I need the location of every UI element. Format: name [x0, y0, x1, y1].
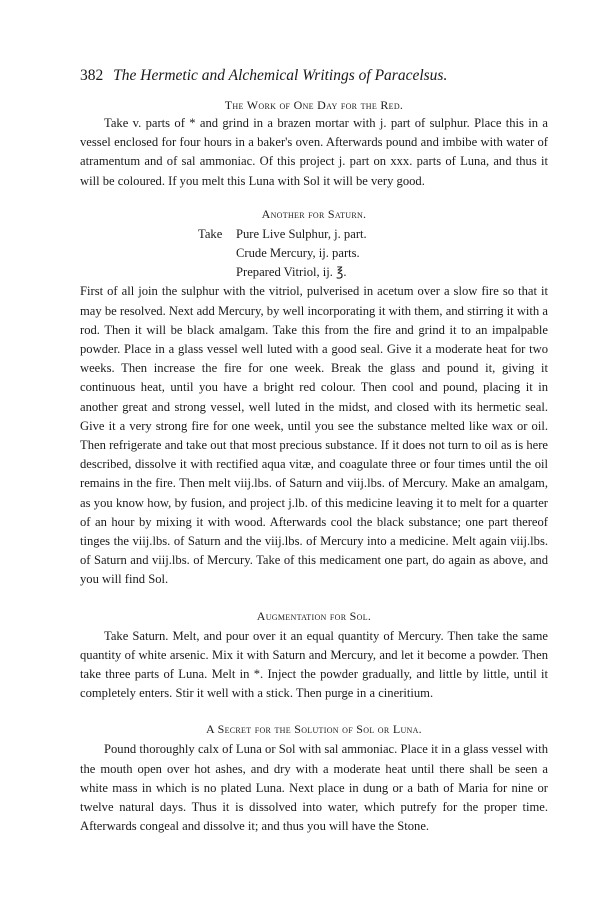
section-heading-sol: Augmentation for Sol. [256, 608, 372, 623]
section-text-red: Take v. parts of * and grind in a brazen mortar with j. part of sulphur. Place this in a vessel enclosed for four hours in a baker's oven. Afterwards pound and imbibe with water of atramentum and of sal ammoniac. Of this project j. part on xxx. parts of Luna, and thus it will be coloured. If you melt this Luna with Sol it will be very good. [80, 116, 548, 188]
book-page [80, 66, 548, 837]
section-heading-red: The Work of One Day for the Red. [224, 98, 404, 112]
recipe-list [198, 225, 548, 283]
recipe-item: Prepared Vitriol, ij. ℥. [236, 265, 347, 280]
recipe-row [198, 263, 548, 282]
recipe-item: Pure Live Sulphur, j. part. [236, 226, 367, 241]
section-text-secret: Pound thoroughly calx of Luna or Sol with sal ammoniac. Place it in a glass vessel with the mouth open over hot ashes, and dry with a moderate heat until there shall be seen a white mass in which is no plated Luna. Next place in dung or a bath of Maria for nine or twelve natural days. Thus it is dissolved into water, which putrefy for the proper time. Afterwards congeal and dissolve it; and thus you will have the Stone. [80, 742, 548, 834]
running-title: The Hermetic and Alchemical Writings of Paracelsus. [113, 67, 448, 84]
section-text-saturn: First of all join the sulphur with the vitriol, pulverised in acetum over a slow fire so that it may be resolved. Next add Mercury, by well incorporating it with them, and stirring it with a rod. Then it will be black amalgam. Take this from the fire and grind it to an impalpable powder. Place in a glass vessel well luted with a good seal. Give it a moderate heat for two weeks. Then increase the fire for one week. Break the glass and pound it, giving it continuous heat, until you have a bright red colour. Then cool and pound, placing it in another great and strong vessel, well luted in the midst, and closed with its hermetic seal. Give it a very strong fire for one week, until you see the substance melted like wax or oil. Then refrigerate and take out that most precious substance. If it does not turn to oil as is here described, dissolve it with rectified aqua vitæ, and coagulate three or four times until the oil remains in the fire. Then melt viij.lbs. of Saturn and viij.lbs. of Mercury. Make an amalgam, as you know how, by fusion, and project j.lb. of this medicine leaving it to melt for a quarter of an hour by mixing it with wood. Afterwards cool the black substance; one part thereof tinges the viij.lbs. of Saturn and the viij.lbs. of Mercury into a medicine. Melt again viij.lbs. of Saturn and viij.lbs. of Mercury. Take of this medicament one part, do again as above, and you will find Sol. [80, 284, 548, 587]
recipe-item: Crude Mercury, ij. parts. [236, 246, 360, 261]
recipe-row [198, 225, 548, 244]
recipe-take-word: Take [198, 226, 223, 241]
recipe-row [198, 244, 548, 263]
section-heading-saturn: Another for Saturn. [261, 206, 367, 221]
running-head [80, 66, 548, 86]
section-heading-secret: A Secret for the Solution of Sol or Luna. [206, 722, 422, 737]
page-number: 382 [80, 67, 104, 84]
section-text-sol: Take Saturn. Melt, and pour over it an equal quantity of Mercury. Then take the same quantity of white arsenic. Mix it with Saturn and Mercury, and let it become a powder. Then take three parts of Luna. Melt in *. Inject the powder gradually, and little by little, until it completely enters. Stir it well with a stick. Then purge in a cineritium. [80, 628, 548, 701]
